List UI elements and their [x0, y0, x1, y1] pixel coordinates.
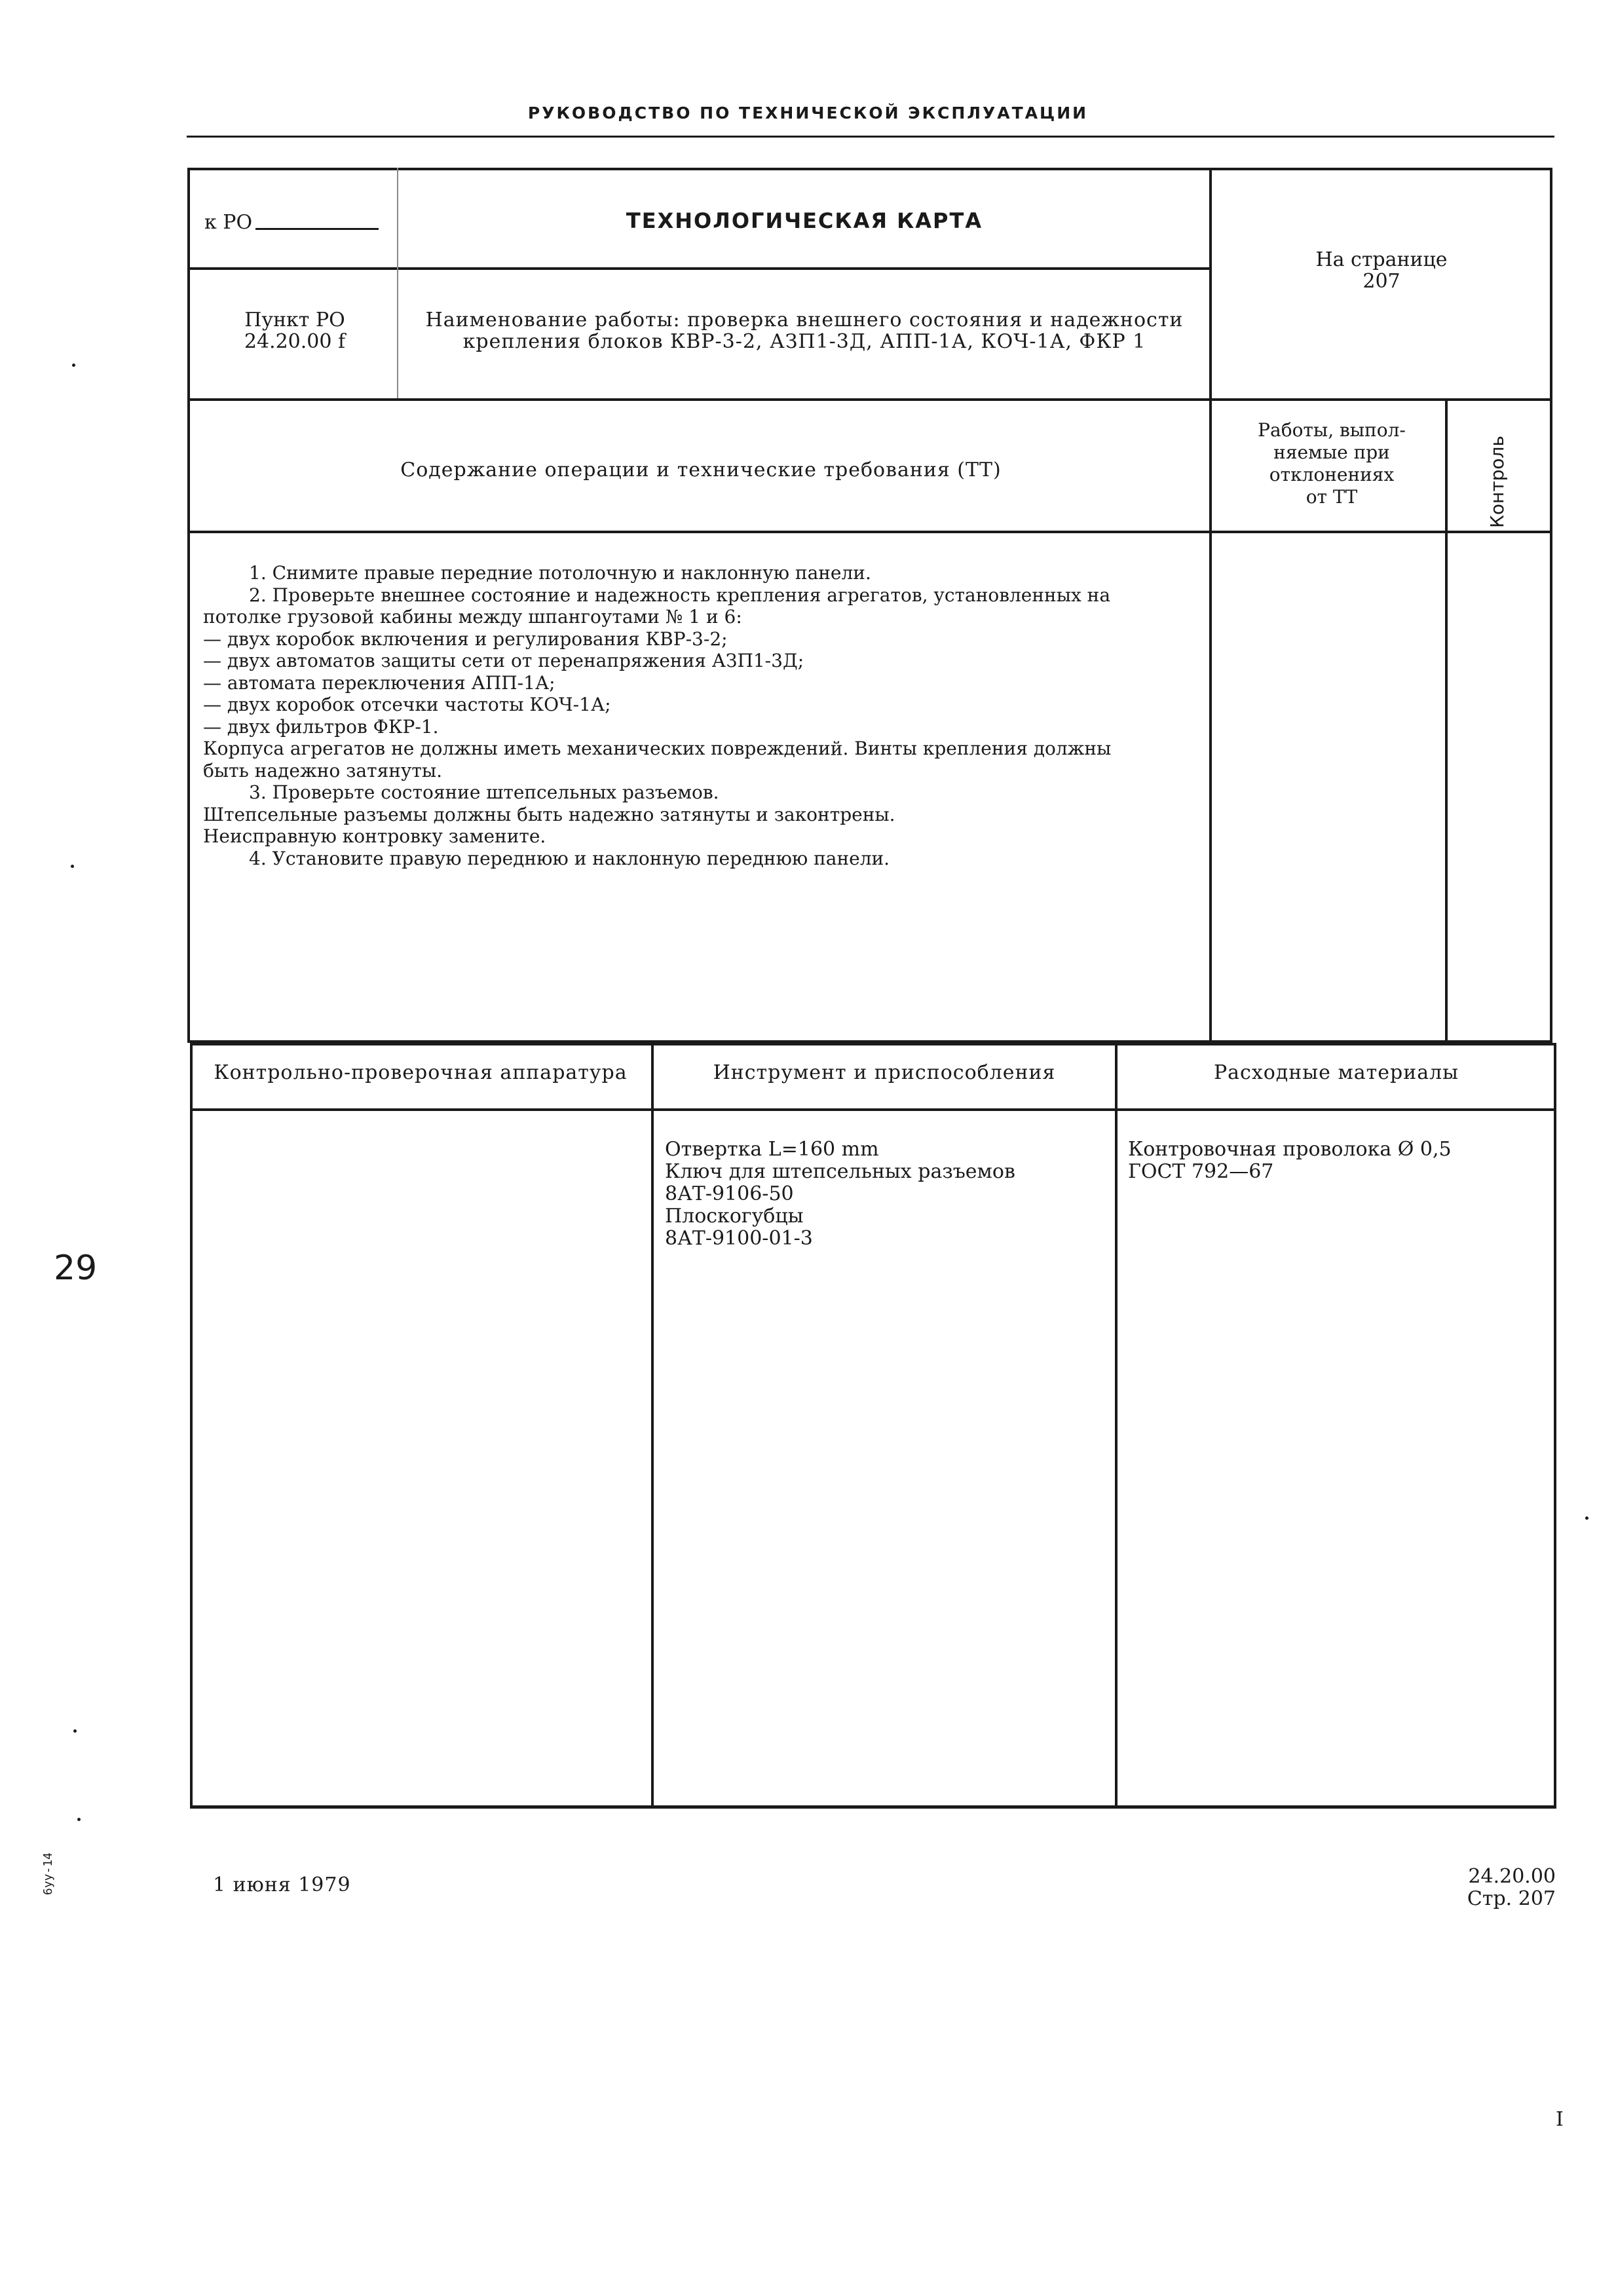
- deviation-header-line: от ТТ: [1306, 486, 1358, 508]
- deviation-header-line: Работы, выпол-: [1258, 419, 1406, 441]
- tool-item: Отвертка L=160 mm: [665, 1138, 879, 1161]
- deviation-header: [1217, 419, 1446, 508]
- work-name-line1: Наименование работы: проверка внешнего состояния и надежности: [425, 309, 1184, 331]
- table2-right-border: [1554, 1043, 1556, 1809]
- table-header-divider: [187, 531, 1552, 533]
- content-line: Корпуса агрегатов не должны иметь механических повреждений. Винты крепления должны: [203, 738, 1112, 759]
- tools-header: Инструмент и приспособления: [713, 1061, 1056, 1084]
- table-divider-main: [1209, 168, 1212, 1043]
- table2-left-border: [190, 1043, 193, 1809]
- ref-label: к РО: [204, 211, 253, 234]
- table2-header-divider: [190, 1108, 1556, 1111]
- material-item: ГОСТ 792—67: [1128, 1160, 1274, 1183]
- tool-item: 8АТ-9100-01-3: [665, 1227, 813, 1250]
- content-line: 1. Снимите правые передние потолочную и наклонную панели.: [249, 562, 871, 584]
- tools-list: [665, 1139, 1015, 1250]
- footer-date: 1 июня 1979: [213, 1873, 351, 1896]
- footer-page: Стр. 207: [1467, 1887, 1556, 1910]
- side-code-text: 6уу-14: [41, 1852, 56, 1895]
- table2-divider-2: [1115, 1043, 1118, 1809]
- scan-speck: [1585, 1516, 1588, 1520]
- table-top-border: [187, 168, 1552, 170]
- handwritten-mark: 29: [54, 1249, 98, 1288]
- ref-blank-line: [255, 228, 379, 230]
- materials-header: Расходные материалы: [1213, 1061, 1459, 1084]
- control-header: [1454, 423, 1539, 540]
- deviation-header-line: отклонениях: [1269, 464, 1395, 485]
- content-line: — двух фильтров ФКР-1.: [203, 715, 439, 738]
- content-line: потолке грузовой кабины между шпангоутами № 1 и 6:: [203, 606, 742, 628]
- tool-item: 8АТ-9106-50: [665, 1182, 794, 1205]
- content-header: Содержание операции и технические требования (ТТ): [400, 459, 1002, 481]
- work-name-line2: крепления блоков КВР-3-2, АЗП1-3Д, АПП-1А, КОЧ-1А, ФКР 1: [462, 330, 1146, 353]
- content-line: — двух коробок отсечки частоты КОЧ-1А;: [203, 694, 611, 715]
- card-title: ТЕХНОЛОГИЧЕСКАЯ КАРТА: [626, 208, 983, 233]
- content-line: 2. Проверьте внешнее состояние и надежность крепления агрегатов, установленных на: [249, 584, 1111, 606]
- page-number: 207: [1362, 270, 1400, 293]
- header-rule: [187, 136, 1554, 138]
- table-row2-divider: [187, 398, 1552, 401]
- corner-mark: I: [1556, 2108, 1564, 2131]
- content-line: 3. Проверьте состояние штепсельных разъемов.: [249, 781, 719, 803]
- deviation-header-line: няемые при: [1273, 442, 1390, 463]
- content-line: 4. Установите правую переднюю и наклонную переднюю панели.: [249, 847, 890, 869]
- scan-speck: [73, 1729, 77, 1733]
- footer-doc-number: 24.20.00: [1468, 1865, 1556, 1888]
- page-label: На странице: [1315, 248, 1448, 271]
- punkt-label: Пункт РО: [244, 309, 345, 331]
- table-right-border: [1550, 168, 1552, 1043]
- control-header-text: Контроль: [1486, 435, 1508, 528]
- punkt-reference: [190, 309, 400, 352]
- table2-top-border: [190, 1043, 1556, 1045]
- scan-speck: [77, 1818, 81, 1821]
- table-row1-divider: [187, 267, 1211, 270]
- table2-bottom-border: [190, 1805, 1556, 1809]
- punkt-number: 24.20.00 f: [244, 330, 346, 353]
- tool-item: Ключ для штепсельных разъемов: [665, 1160, 1015, 1183]
- content-line: Штепсельные разъемы должны быть надежно затянуты и законтрены.: [203, 803, 895, 825]
- scan-speck: [71, 865, 74, 868]
- side-code: [29, 1834, 68, 1913]
- scan-speck: [72, 364, 75, 367]
- content-line: — двух коробок включения и регулирования КВР-3-2;: [203, 628, 728, 650]
- tool-item: Плоскогубцы: [665, 1205, 804, 1228]
- material-item: Контровочная проволока Ø 0,5: [1128, 1138, 1452, 1161]
- content-line: быть надежно затянуты.: [203, 759, 443, 781]
- materials-list: [1128, 1139, 1452, 1183]
- content-line: — двух автоматов защиты сети от перенапряжения АЗП1-3Д;: [203, 650, 804, 671]
- content-line: Неисправную контровку замените.: [203, 825, 546, 847]
- work-name: [401, 309, 1208, 352]
- content-line: — автомата переключения АПП-1А;: [203, 671, 555, 694]
- footer-reference: [1376, 1866, 1556, 1910]
- document-header-title: РУКОВОДСТВО ПО ТЕХНИЧЕСКОЙ ЭКСПЛУАТАЦИИ: [527, 104, 1089, 122]
- table2-divider-1: [651, 1043, 654, 1809]
- page-reference: [1217, 249, 1546, 292]
- table-inner-divider-ref: [397, 168, 398, 398]
- table-left-border: [187, 168, 190, 1043]
- operation-content: [203, 562, 1205, 869]
- equipment-header: Контрольно-проверочная аппаратура: [214, 1061, 628, 1084]
